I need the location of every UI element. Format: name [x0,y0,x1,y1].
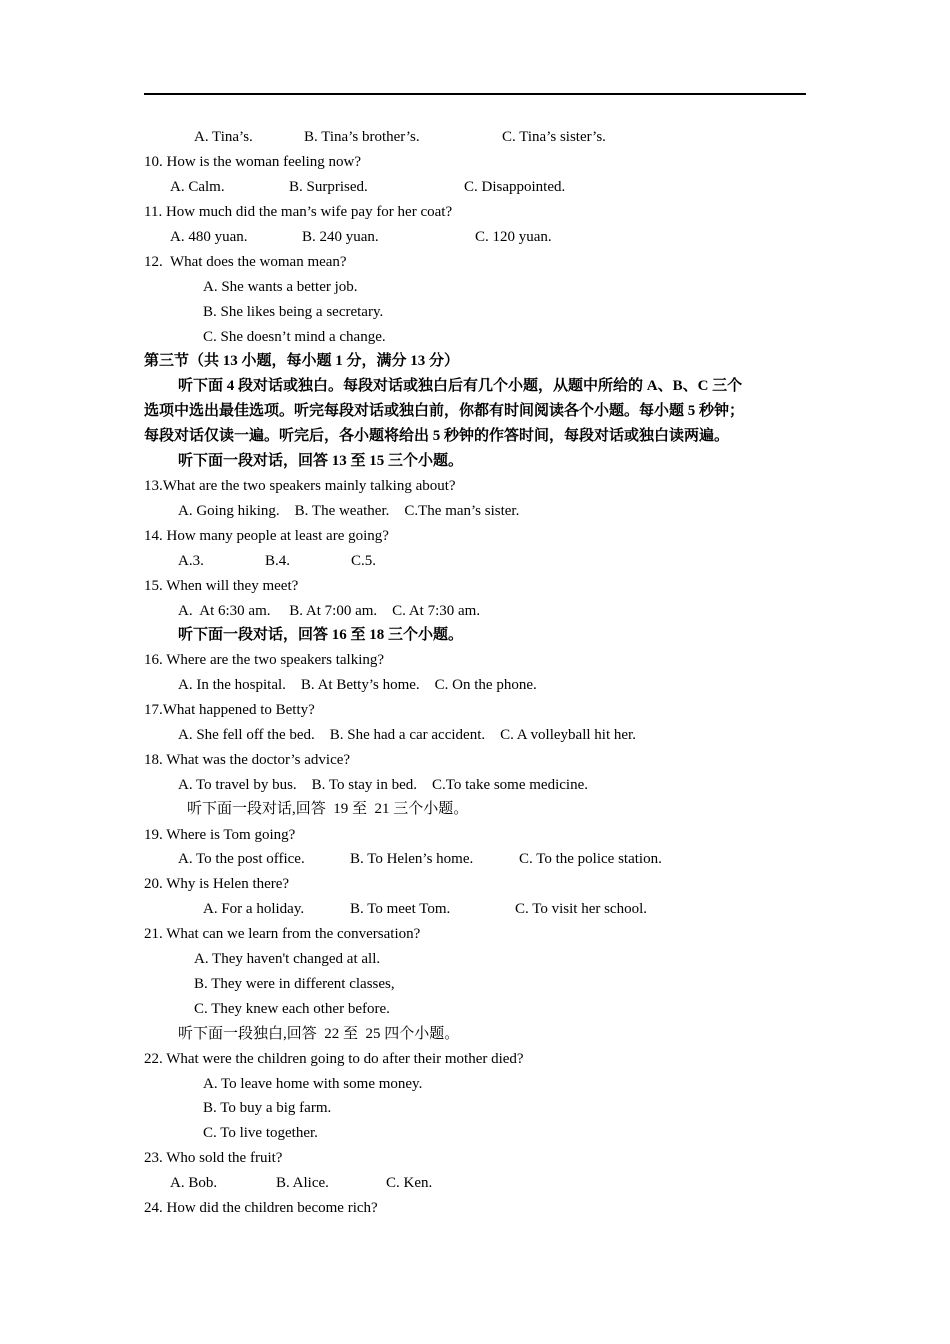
text-line: 20. Why is Helen there? [144,876,290,892]
text-line: B. Tina’s brother’s. [304,129,420,145]
text-line: 17.What happened to Betty? [144,702,315,718]
text-line: A. Going hiking. B. The weather. C.The man’s sister. [178,503,520,519]
text-line: 13.What are the two speakers mainly talking about? [144,478,456,494]
text-line: 23. Who sold the fruit? [144,1150,283,1166]
text-line: C. To the police station. [519,851,662,867]
header-rule [144,93,806,95]
text-line: C. She doesn’t mind a change. [203,329,386,345]
text-line: 21. What can we learn from the conversation? [144,926,421,942]
text-line: A. For a holiday. [203,901,305,917]
text-line: C. Disappointed. [464,179,566,195]
text-line: A. To the post office. [178,851,305,867]
text-line: 12. What does the woman mean? [144,254,347,270]
text-line: C. Ken. [386,1175,433,1191]
text-line: 听下面 4 段对话或独白。每段对话或独白后有几个小题，从题中所给的 A、B、C 三个 [178,378,743,394]
text-line: B. They were in different classes, [194,976,395,992]
text-line: 24. How did the children become rich? [144,1200,378,1216]
text-line: A. To leave home with some money. [203,1076,423,1092]
text-line: 18. What was the doctor’s advice? [144,752,351,768]
text-line: C. They knew each other before. [194,1001,390,1017]
text-line: C. Tina’s sister’s. [502,129,606,145]
text-line: C.5. [351,553,377,569]
text-line: A. In the hospital. B. At Betty’s home. C. On the phone. [178,677,537,693]
text-line: 11. How much did the man’s wife pay for her coat? [144,204,453,220]
text-line: 选项中选出最佳选项。听完每段对话或独白前，你都有时间阅读各个小题。每小题 5 秒钟； [144,403,745,419]
text-line: A. Bob. [170,1175,218,1191]
text-line: 听下面一段对话,回答 19 至 21 三个小题。 [187,801,469,817]
text-line: 22. What were the children going to do after their mother died? [144,1051,524,1067]
text-line: C. To visit her school. [515,901,648,917]
text-line: B. She likes being a secretary. [203,304,384,320]
text-line: 19. Where is Tom going? [144,827,296,843]
text-line: 14. How many people at least are going? [144,528,389,544]
text-line: A. At 6:30 am. B. At 7:00 am. C. At 7:30 am. [178,603,481,619]
text-line: 每段对话仅读一遍。听完后，各小题将给出 5 秒钟的作答时间，每段对话或独白读两遍。 [144,428,730,444]
text-line: 听下面一段独白,回答 22 至 25 四个小题。 [178,1026,460,1042]
text-line: 第三节（共 13 小题，每小题 1 分，满分 13 分） [144,353,460,369]
text-line: A. 480 yuan. [170,229,248,245]
text-line: C. To live together. [203,1125,318,1141]
text-line: 听下面一段对话，回答 16 至 18 三个小题。 [178,627,464,643]
text-line: 听下面一段对话，回答 13 至 15 三个小题。 [178,453,464,469]
text-line: 16. Where are the two speakers talking? [144,652,385,668]
text-line: A. They haven't changed at all. [194,951,381,967]
text-line: A. To travel by bus. B. To stay in bed. C.To take some medicine. [178,777,588,793]
text-line: 15. When will they meet? [144,578,299,594]
text-line: A.3. [178,553,204,569]
text-line: B. To buy a big farm. [203,1100,332,1116]
text-line: A. Calm. [170,179,225,195]
text-line: B. 240 yuan. [302,229,379,245]
text-line: B. Alice. [276,1175,329,1191]
text-line: A. She wants a better job. [203,279,358,295]
text-line: B. To Helen’s home. [350,851,474,867]
text-line: B. Surprised. [289,179,368,195]
text-line: 10. How is the woman feeling now? [144,154,362,170]
text-line: B.4. [265,553,291,569]
text-line: A. She fell off the bed. B. She had a car accident. C. A volleyball hit her. [178,727,636,743]
text-line: A. Tina’s. [194,129,253,145]
text-line: B. To meet Tom. [350,901,451,917]
text-line: C. 120 yuan. [475,229,552,245]
